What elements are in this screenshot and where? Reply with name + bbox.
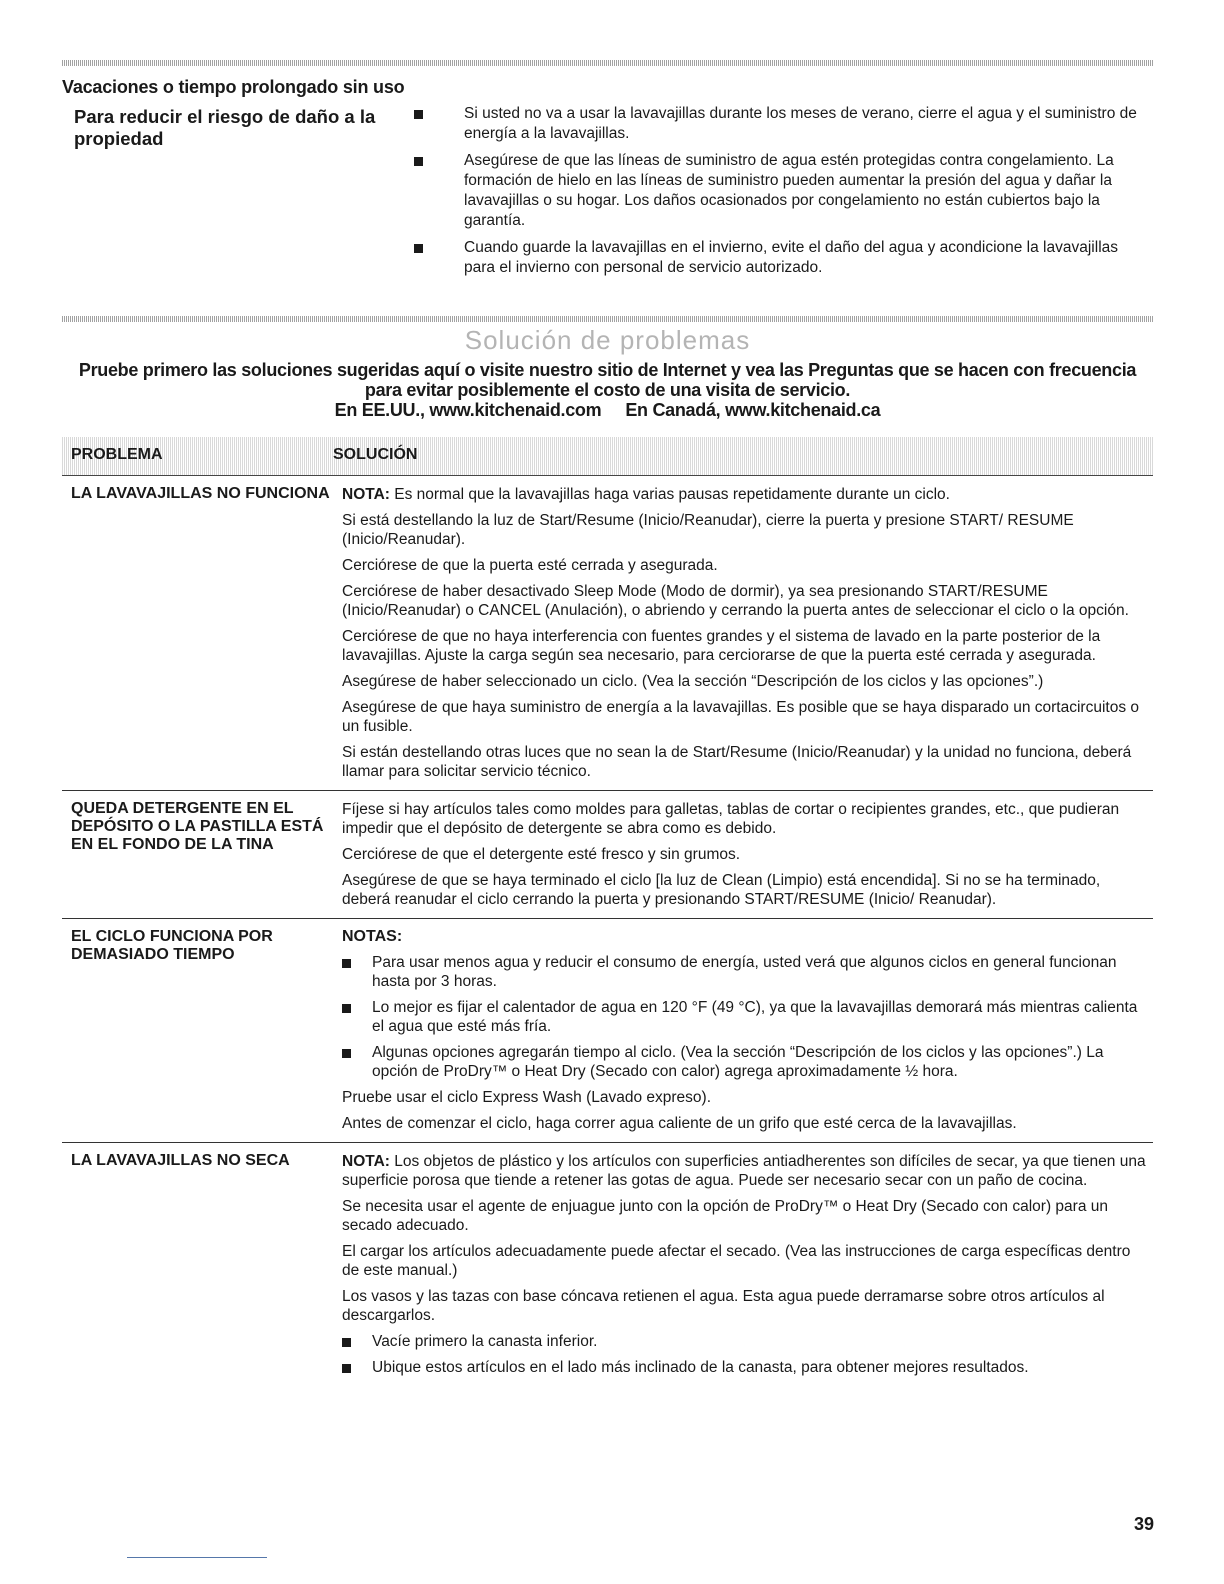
bullet-square-icon	[342, 1338, 351, 1347]
bullet-square-icon	[342, 1049, 351, 1058]
solution-cell	[342, 1152, 1153, 1384]
vacation-bullet-list	[414, 104, 1153, 278]
solution-paragraph: Los vasos y las tazas con base cóncava retienen el agua. Esta agua puede derramarse sobre otros artículos al descargarlos.	[342, 1288, 1105, 1324]
solution-paragraph: Cerciórese de haber desactivado Sleep Mode (Modo de dormir), ya sea presionando START/RESUME (Inicio/Reanudar) o CANCEL (Anulación), o abriendo y cerrando la puerta antes de seleccionar el ciclo o la opción.	[342, 583, 1129, 619]
troubleshooting-title: Solución de problemas	[464, 325, 751, 355]
problem-cell: EL CICLO FUNCIONA POR DEMASIADO TIEMPO	[71, 928, 273, 963]
problem-cell: LA LAVAVAJILLAS NO SECA	[71, 1152, 290, 1169]
problem-cell: LA LAVAVAJILLAS NO FUNCIONA	[71, 485, 330, 502]
top-divider	[62, 60, 1153, 66]
solution-paragraph: Asegúrese de que se haya terminado el ciclo [la luz de Clean (Limpio) está encendida]. Si no se ha terminado, deberá reanudar el ciclo cerrando la puerta y presionando START/RESUME (Inicio/ Reanudar).	[342, 872, 1101, 908]
list-item: Vacíe primero la canasta inferior.	[342, 1332, 1147, 1351]
solution-paragraph: Si está destellando la luz de Start/Resume (Inicio/Reanudar), cierre la puerta y presione START/ RESUME (Inicio/Reanudar).	[342, 512, 1074, 548]
solution-paragraph: Cerciórese de que el detergente esté fresco y sin grumos.	[342, 846, 741, 863]
table-row	[62, 919, 1153, 1143]
notes-heading: NOTAS:	[342, 928, 403, 945]
website-links	[62, 400, 1153, 420]
list-item: Si usted no va a usar la lavavajillas durante los meses de verano, cierre el agua y el suministro de energía a la lavavajillas.	[414, 104, 1153, 144]
canada-website-link[interactable]: En Canadá, www.kitchenaid.ca	[625, 400, 881, 420]
bullet-square-icon	[342, 1364, 351, 1373]
vacation-subtitle: Para reducir el riesgo de daño a la propiedad	[74, 106, 376, 149]
table-row	[62, 1143, 1153, 1393]
solution-paragraph: Si están destellando otras luces que no sean la de Start/Resume (Inicio/Reanudar) y la unidad no funciona, deberá llamar para solicitar servicio técnico.	[342, 744, 1132, 780]
bullet-square-icon	[342, 1004, 351, 1013]
solution-cell	[342, 485, 1153, 781]
bullet-square-icon	[414, 244, 423, 253]
solution-cell	[342, 800, 1153, 909]
solution-paragraph: Asegúrese de haber seleccionado un ciclo. (Vea la sección “Descripción de los ciclos y las opciones”.)	[342, 673, 1044, 690]
solution-paragraph: Cerciórese de que la puerta esté cerrada y asegurada.	[342, 557, 718, 574]
troubleshooting-intro: Pruebe primero las soluciones sugeridas aquí o visite nuestro sitio de Internet y vea las Preguntas que se hacen con frecuencia para evitar posiblemente el costo de una visita de servicio.	[78, 360, 1137, 400]
list-item: Para usar menos agua y reducir el consumo de energía, usted verá que algunos ciclos en general funcionan hasta por 3 horas.	[342, 953, 1147, 991]
table-header	[62, 437, 1153, 476]
bullet-square-icon	[414, 110, 423, 119]
problem-column-header: PROBLEMA	[71, 446, 163, 463]
note-paragraph: NOTA: Es normal que la lavavajillas haga varias pausas repetidamente durante un ciclo.	[342, 486, 950, 503]
solution-paragraph: Antes de comenzar el ciclo, haga correr agua caliente de un grifo que esté cerca de la lavavajillas.	[342, 1115, 1017, 1132]
section-divider	[62, 316, 1153, 322]
list-item: Asegúrese de que las líneas de suministro de agua estén protegidas contra congelamiento. La formación de hielo en las líneas de suministro pueden aumentar la presión del agua y dañar la lavavajillas o su hogar. Los daños ocasionados por congelamiento no están cubiertos bajo la garantía.	[414, 151, 1153, 231]
problem-cell: QUEDA DETERGENTE EN EL DEPÓSITO O LA PASTILLA ESTÁ EN EL FONDO DE LA TINA	[71, 800, 324, 853]
solution-paragraph: Asegúrese de que haya suministro de energía a la lavavajillas. Es posible que se haya disparado un cortacircuitos o un fusible.	[342, 699, 1140, 735]
note-paragraph: NOTA: Los objetos de plástico y los artículos con superficies antiadherentes son difíciles de secar, ya que tienen una superficie porosa que tiende a retener las gotas de agua. Puede ser necesario secar con un paño de cocina.	[342, 1153, 1146, 1189]
solution-cell	[342, 928, 1153, 1133]
page-number: 39	[1133, 1514, 1154, 1534]
list-item: Algunas opciones agregarán tiempo al ciclo. (Vea la sección “Descripción de los ciclos y las opciones”.) La opción de ProDry™ o Heat Dry (Secado con calor) agrega aproximadamente ½ hora.	[342, 1043, 1147, 1081]
solution-paragraph: Fíjese si hay artículos tales como moldes para galletas, tablas de cortar o recipientes grandes, etc., que pudieran impedir que el depósito de detergente se abra como es debido.	[342, 801, 1120, 837]
bullet-square-icon	[342, 959, 351, 968]
list-item: Lo mejor es fijar el calentador de agua en 120 °F (49 °C), ya que la lavavajillas demorará más mientras calienta el agua que esté más fría.	[342, 998, 1147, 1036]
solution-paragraph: Pruebe usar el ciclo Express Wash (Lavado expreso).	[342, 1089, 712, 1106]
manual-page	[62, 60, 1153, 1393]
footer-line	[127, 1557, 267, 1558]
solution-column-header: SOLUCIÓN	[333, 446, 418, 463]
solution-paragraph: Cerciórese de que no haya interferencia con fuentes grandes y el sistema de lavado en la parte posterior de la lavavajillas. Ajuste la carga según sea necesario, para cerciorarse de que la puerta esté cerrada y asegurada.	[342, 628, 1101, 664]
notes-bullet-list	[342, 953, 1147, 1081]
table-row	[62, 476, 1153, 791]
solution-paragraph: El cargar los artículos adecuadamente puede afectar el secado. (Vea las instrucciones de carga específicas dentro de este manual.)	[342, 1243, 1131, 1279]
table-row	[62, 791, 1153, 919]
troubleshooting-table	[62, 476, 1153, 1393]
vacation-section	[62, 104, 1153, 285]
solution-paragraph: Se necesita usar el agente de enjuague junto con la opción de ProDry™ o Heat Dry (Secado con calor) para un secado adecuado.	[342, 1198, 1108, 1234]
tips-bullet-list	[342, 1332, 1147, 1377]
us-website-link[interactable]: En EE.UU., www.kitchenaid.com	[334, 400, 602, 420]
bullet-square-icon	[414, 157, 423, 166]
vacation-section-title: Vacaciones o tiempo prolongado sin uso	[62, 77, 405, 97]
list-item: Cuando guarde la lavavajillas en el invierno, evite el daño del agua y acondicione la lavavajillas para el invierno con personal de servicio autorizado.	[414, 238, 1153, 278]
list-item: Ubique estos artículos en el lado más inclinado de la canasta, para obtener mejores resultados.	[342, 1358, 1147, 1377]
